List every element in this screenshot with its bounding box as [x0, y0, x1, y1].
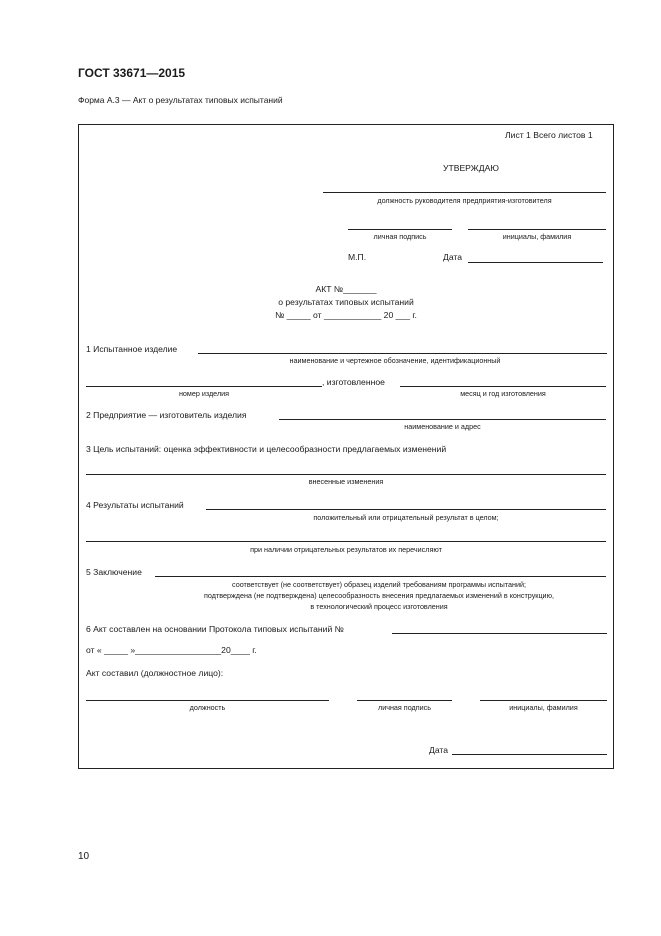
act-title-line3: № _____ от ____________ 20 ___ г. — [275, 310, 417, 320]
item4-results-line2[interactable] — [86, 541, 606, 542]
composer-signature-hint: личная подпись — [378, 703, 431, 712]
item5-label: 5 Заключение — [86, 567, 142, 577]
approver-signature-line[interactable] — [348, 229, 452, 230]
approval-title: УТВЕРЖДАЮ — [443, 163, 499, 173]
item-number-hint: номер изделия — [178, 389, 230, 398]
manufactured-label: , изготовленное — [322, 377, 385, 387]
approver-position-line[interactable] — [323, 192, 606, 193]
page-number: 10 — [78, 851, 90, 862]
approval-date-label: Дата — [443, 252, 463, 262]
approver-signature-hint: личная подпись — [373, 232, 427, 241]
from-date: от « _____ »__________________20____ г. — [86, 645, 257, 655]
item4-hint2: при наличии отрицательных результатов их перечисляют — [250, 545, 442, 554]
item2-manufacturer-line[interactable] — [279, 419, 606, 420]
composer-initials-line[interactable] — [480, 700, 607, 701]
item3-hint: внесенные изменения — [308, 477, 384, 486]
item4-results-line[interactable] — [206, 509, 606, 510]
final-date-label: Дата — [429, 745, 449, 755]
composer-position-hint: должность — [189, 703, 226, 712]
final-date-line[interactable] — [452, 754, 607, 755]
form-caption: Форма А.3 — Акт о результатах типовых испытаний — [78, 95, 283, 105]
item2-hint: наименование и адрес — [404, 422, 481, 431]
composer-signature-line[interactable] — [357, 700, 452, 701]
approver-initials-line[interactable] — [468, 229, 606, 230]
approval-date-line[interactable] — [468, 262, 603, 263]
item1-product-line[interactable] — [198, 353, 607, 354]
item5-hint1: соответствует (не соответствует) образец изделий требованиям программы испытаний; — [232, 580, 526, 589]
composer-initials-hint: инициалы, фамилия — [509, 703, 578, 712]
item4-label: 4 Результаты испытаний — [86, 500, 184, 510]
item-number-line[interactable] — [86, 386, 322, 387]
approver-initials-hint: инициалы, фамилия — [502, 232, 572, 241]
item5-hint2: подтверждена (не подтверждена) целесообразность внесения предлагаемых изменений в конструкцию, — [204, 591, 554, 600]
composer-position-line[interactable] — [86, 700, 329, 701]
protocol-number-line[interactable] — [392, 633, 607, 634]
act-title-line1: АКТ №_______ — [315, 284, 377, 294]
sheet-info: Лист 1 Всего листов 1 — [505, 130, 593, 140]
manufacture-date-hint: месяц и год изготовления — [460, 389, 546, 398]
item5-conclusion-line[interactable] — [155, 576, 606, 577]
item3-changes-line[interactable] — [86, 474, 606, 475]
act-title-line2: о результатах типовых испытаний — [278, 297, 414, 307]
stamp-label: М.П. — [348, 252, 367, 262]
composed-by-label: Акт составил (должностное лицо): — [86, 668, 224, 678]
item5-hint3: в технологический процесс изготовления — [310, 602, 448, 611]
item1-label: 1 Испытанное изделие — [86, 344, 178, 354]
item3-label: 3 Цель испытаний: оценка эффективности и целесообразности предлагаемых изменений — [86, 444, 447, 454]
item2-label: 2 Предприятие — изготовитель изделия — [86, 410, 247, 420]
item4-hint1: положительный или отрицательный результат в целом; — [313, 513, 499, 522]
document-standard-title: ГОСТ 33671—2015 — [78, 66, 186, 80]
approver-position-hint: должность руководителя предприятия-изготовителя — [377, 196, 552, 205]
item6-label: 6 Акт составлен на основании Протокола типовых испытаний № — [86, 624, 344, 634]
manufacture-date-line[interactable] — [400, 386, 606, 387]
item1-hint: наименование и чертежное обозначение, идентификационный — [289, 356, 501, 365]
